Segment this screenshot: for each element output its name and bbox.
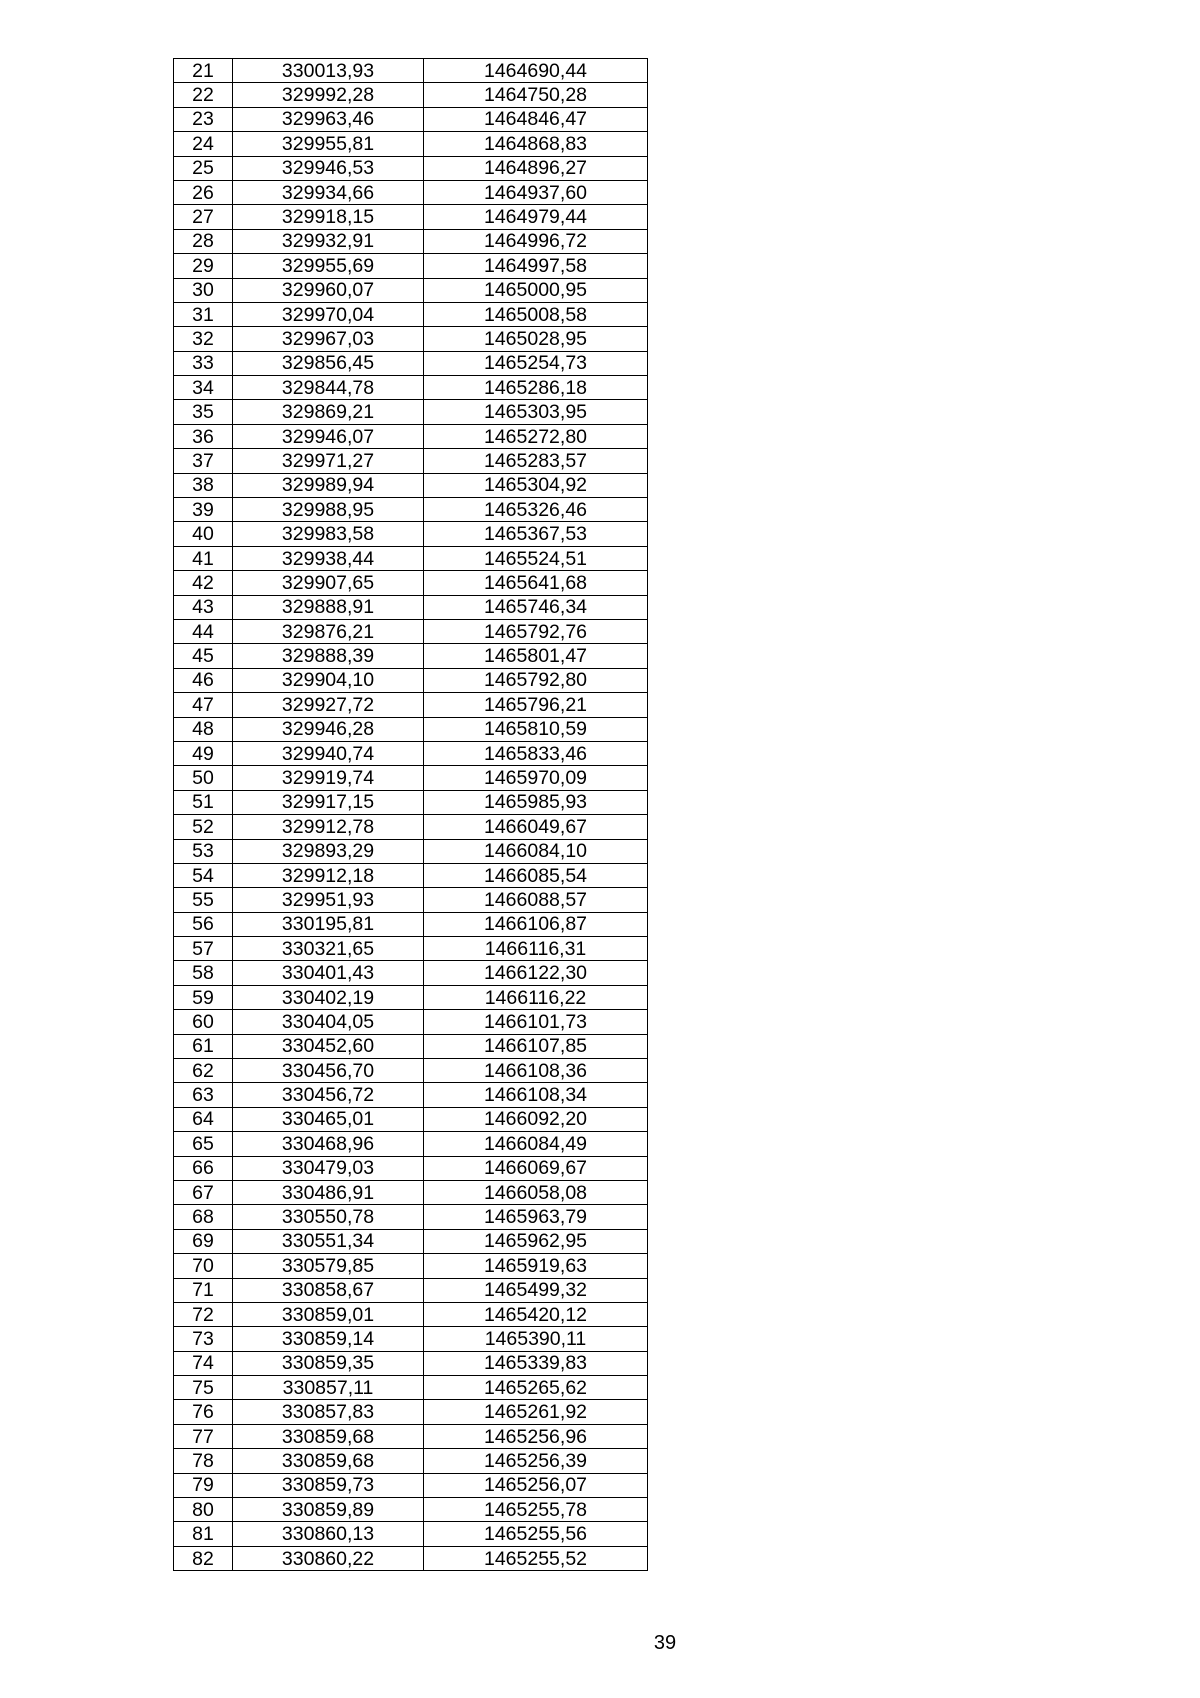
table-row — [174, 327, 648, 351]
x-coordinate-cell: 330579,85 — [233, 1254, 424, 1278]
point-number-cell: 79 — [174, 1473, 233, 1497]
table-row — [174, 815, 648, 839]
y-coordinate-cell: 1464937,60 — [424, 180, 648, 204]
point-number-cell: 44 — [174, 619, 233, 643]
y-coordinate-cell: 1466116,31 — [424, 937, 648, 961]
table-row — [174, 156, 648, 180]
table-row — [174, 1449, 648, 1473]
table-row — [174, 595, 648, 619]
table-row — [174, 449, 648, 473]
x-coordinate-cell: 329856,45 — [233, 351, 424, 375]
x-coordinate-cell: 330550,78 — [233, 1205, 424, 1229]
point-number-cell: 26 — [174, 180, 233, 204]
y-coordinate-cell: 1465420,12 — [424, 1302, 648, 1326]
point-number-cell: 81 — [174, 1522, 233, 1546]
table-row — [174, 1498, 648, 1522]
x-coordinate-cell: 329876,21 — [233, 619, 424, 643]
x-coordinate-cell: 329907,65 — [233, 571, 424, 595]
y-coordinate-cell: 1465970,09 — [424, 766, 648, 790]
y-coordinate-cell: 1465641,68 — [424, 571, 648, 595]
point-number-cell: 71 — [174, 1278, 233, 1302]
table-row — [174, 571, 648, 595]
table-row — [174, 1229, 648, 1253]
table-row — [174, 1424, 648, 1448]
x-coordinate-cell: 329951,93 — [233, 888, 424, 912]
point-number-cell: 30 — [174, 278, 233, 302]
point-number-cell: 29 — [174, 254, 233, 278]
point-number-cell: 50 — [174, 766, 233, 790]
table-row — [174, 302, 648, 326]
x-coordinate-cell: 330402,19 — [233, 985, 424, 1009]
table-row — [174, 668, 648, 692]
y-coordinate-cell: 1465008,58 — [424, 302, 648, 326]
table-row — [174, 1302, 648, 1326]
point-number-cell: 53 — [174, 839, 233, 863]
table-row — [174, 351, 648, 375]
x-coordinate-cell: 330401,43 — [233, 961, 424, 985]
x-coordinate-cell: 330321,65 — [233, 937, 424, 961]
y-coordinate-cell: 1466107,85 — [424, 1034, 648, 1058]
y-coordinate-cell: 1465303,95 — [424, 400, 648, 424]
table-row — [174, 790, 648, 814]
point-number-cell: 24 — [174, 132, 233, 156]
point-number-cell: 52 — [174, 815, 233, 839]
y-coordinate-cell: 1465919,63 — [424, 1254, 648, 1278]
point-number-cell: 42 — [174, 571, 233, 595]
y-coordinate-cell: 1465524,51 — [424, 546, 648, 570]
x-coordinate-cell: 329893,29 — [233, 839, 424, 863]
table-row — [174, 1376, 648, 1400]
x-coordinate-cell: 329934,66 — [233, 180, 424, 204]
table-row — [174, 1156, 648, 1180]
y-coordinate-cell: 1466058,08 — [424, 1180, 648, 1204]
table-row — [174, 644, 648, 668]
table-row — [174, 717, 648, 741]
point-number-cell: 65 — [174, 1132, 233, 1156]
y-coordinate-cell: 1465304,92 — [424, 473, 648, 497]
y-coordinate-cell: 1465962,95 — [424, 1229, 648, 1253]
table-row — [174, 1107, 648, 1131]
x-coordinate-cell: 330857,11 — [233, 1376, 424, 1400]
point-number-cell: 54 — [174, 863, 233, 887]
point-number-cell: 32 — [174, 327, 233, 351]
table-row — [174, 863, 648, 887]
y-coordinate-cell: 1465810,59 — [424, 717, 648, 741]
table-row — [174, 1473, 648, 1497]
table-row — [174, 107, 648, 131]
y-coordinate-cell: 1465265,62 — [424, 1376, 648, 1400]
table-row — [174, 278, 648, 302]
table-row — [174, 498, 648, 522]
y-coordinate-cell: 1464750,28 — [424, 83, 648, 107]
y-coordinate-cell: 1464896,27 — [424, 156, 648, 180]
y-coordinate-cell: 1465796,21 — [424, 693, 648, 717]
point-number-cell: 59 — [174, 985, 233, 1009]
y-coordinate-cell: 1466106,87 — [424, 912, 648, 936]
point-number-cell: 45 — [174, 644, 233, 668]
point-number-cell: 68 — [174, 1205, 233, 1229]
y-coordinate-cell: 1466084,10 — [424, 839, 648, 863]
point-number-cell: 55 — [174, 888, 233, 912]
x-coordinate-cell: 330857,83 — [233, 1400, 424, 1424]
x-coordinate-cell: 330859,68 — [233, 1449, 424, 1473]
x-coordinate-cell: 330859,73 — [233, 1473, 424, 1497]
x-coordinate-cell: 330859,14 — [233, 1327, 424, 1351]
x-coordinate-cell: 330013,93 — [233, 59, 424, 83]
point-number-cell: 58 — [174, 961, 233, 985]
table-row — [174, 1327, 648, 1351]
point-number-cell: 76 — [174, 1400, 233, 1424]
x-coordinate-cell: 329844,78 — [233, 376, 424, 400]
point-number-cell: 57 — [174, 937, 233, 961]
y-coordinate-cell: 1465272,80 — [424, 424, 648, 448]
table-row — [174, 1254, 648, 1278]
point-number-cell: 22 — [174, 83, 233, 107]
point-number-cell: 61 — [174, 1034, 233, 1058]
table-row — [174, 1400, 648, 1424]
x-coordinate-cell: 329904,10 — [233, 668, 424, 692]
x-coordinate-cell: 330860,22 — [233, 1546, 424, 1570]
point-number-cell: 70 — [174, 1254, 233, 1278]
x-coordinate-cell: 330465,01 — [233, 1107, 424, 1131]
x-coordinate-cell: 329927,72 — [233, 693, 424, 717]
table-row — [174, 254, 648, 278]
y-coordinate-cell: 1465254,73 — [424, 351, 648, 375]
point-number-cell: 21 — [174, 59, 233, 83]
x-coordinate-cell: 330468,96 — [233, 1132, 424, 1156]
point-number-cell: 46 — [174, 668, 233, 692]
x-coordinate-cell: 329960,07 — [233, 278, 424, 302]
y-coordinate-cell: 1466084,49 — [424, 1132, 648, 1156]
x-coordinate-cell: 330859,89 — [233, 1498, 424, 1522]
table-row — [174, 424, 648, 448]
table-row — [174, 693, 648, 717]
x-coordinate-cell: 329988,95 — [233, 498, 424, 522]
x-coordinate-cell: 329967,03 — [233, 327, 424, 351]
y-coordinate-cell: 1464997,58 — [424, 254, 648, 278]
page-number: 39 — [653, 1632, 677, 1654]
y-coordinate-cell: 1465499,32 — [424, 1278, 648, 1302]
table-row — [174, 937, 648, 961]
point-number-cell: 47 — [174, 693, 233, 717]
y-coordinate-cell: 1465339,83 — [424, 1351, 648, 1375]
table-row — [174, 619, 648, 643]
y-coordinate-cell: 1464690,44 — [424, 59, 648, 83]
x-coordinate-cell: 330551,34 — [233, 1229, 424, 1253]
table-row — [174, 132, 648, 156]
point-number-cell: 63 — [174, 1083, 233, 1107]
point-number-cell: 33 — [174, 351, 233, 375]
y-coordinate-cell: 1466049,67 — [424, 815, 648, 839]
coordinates-table — [173, 58, 648, 1571]
x-coordinate-cell: 329963,46 — [233, 107, 424, 131]
y-coordinate-cell: 1465746,34 — [424, 595, 648, 619]
x-coordinate-cell: 329917,15 — [233, 790, 424, 814]
y-coordinate-cell: 1465261,92 — [424, 1400, 648, 1424]
x-coordinate-cell: 329888,91 — [233, 595, 424, 619]
y-coordinate-cell: 1465000,95 — [424, 278, 648, 302]
point-number-cell: 37 — [174, 449, 233, 473]
point-number-cell: 62 — [174, 1059, 233, 1083]
x-coordinate-cell: 330486,91 — [233, 1180, 424, 1204]
point-number-cell: 77 — [174, 1424, 233, 1448]
table-row — [174, 1059, 648, 1083]
table-row — [174, 741, 648, 765]
point-number-cell: 40 — [174, 522, 233, 546]
table-row — [174, 546, 648, 570]
x-coordinate-cell: 330858,67 — [233, 1278, 424, 1302]
table-row — [174, 912, 648, 936]
x-coordinate-cell: 329938,44 — [233, 546, 424, 570]
table-row — [174, 522, 648, 546]
y-coordinate-cell: 1466116,22 — [424, 985, 648, 1009]
point-number-cell: 39 — [174, 498, 233, 522]
point-number-cell: 35 — [174, 400, 233, 424]
x-coordinate-cell: 329932,91 — [233, 229, 424, 253]
table-row — [174, 1034, 648, 1058]
x-coordinate-cell: 329869,21 — [233, 400, 424, 424]
x-coordinate-cell: 329888,39 — [233, 644, 424, 668]
point-number-cell: 43 — [174, 595, 233, 619]
y-coordinate-cell: 1466069,67 — [424, 1156, 648, 1180]
x-coordinate-cell: 330456,70 — [233, 1059, 424, 1083]
y-coordinate-cell: 1465985,93 — [424, 790, 648, 814]
table-row — [174, 985, 648, 1009]
table-row — [174, 766, 648, 790]
y-coordinate-cell: 1465255,78 — [424, 1498, 648, 1522]
y-coordinate-cell: 1465286,18 — [424, 376, 648, 400]
y-coordinate-cell: 1464846,47 — [424, 107, 648, 131]
point-number-cell: 72 — [174, 1302, 233, 1326]
x-coordinate-cell: 329940,74 — [233, 741, 424, 765]
table-row — [174, 400, 648, 424]
point-number-cell: 41 — [174, 546, 233, 570]
x-coordinate-cell: 329992,28 — [233, 83, 424, 107]
point-number-cell: 49 — [174, 741, 233, 765]
table-row — [174, 376, 648, 400]
point-number-cell: 73 — [174, 1327, 233, 1351]
table-row — [174, 1010, 648, 1034]
table-row — [174, 1522, 648, 1546]
y-coordinate-cell: 1465028,95 — [424, 327, 648, 351]
x-coordinate-cell: 330859,35 — [233, 1351, 424, 1375]
y-coordinate-cell: 1466092,20 — [424, 1107, 648, 1131]
point-number-cell: 31 — [174, 302, 233, 326]
table-row — [174, 229, 648, 253]
y-coordinate-cell: 1466101,73 — [424, 1010, 648, 1034]
point-number-cell: 27 — [174, 205, 233, 229]
x-coordinate-cell: 329946,07 — [233, 424, 424, 448]
point-number-cell: 67 — [174, 1180, 233, 1204]
point-number-cell: 36 — [174, 424, 233, 448]
table-row — [174, 1083, 648, 1107]
point-number-cell: 74 — [174, 1351, 233, 1375]
point-number-cell: 75 — [174, 1376, 233, 1400]
y-coordinate-cell: 1465256,96 — [424, 1424, 648, 1448]
x-coordinate-cell: 330195,81 — [233, 912, 424, 936]
table-row — [174, 205, 648, 229]
table-row — [174, 1132, 648, 1156]
table-row — [174, 59, 648, 83]
x-coordinate-cell: 330456,72 — [233, 1083, 424, 1107]
y-coordinate-cell: 1464996,72 — [424, 229, 648, 253]
x-coordinate-cell: 329912,18 — [233, 863, 424, 887]
table-row — [174, 1351, 648, 1375]
y-coordinate-cell: 1464979,44 — [424, 205, 648, 229]
point-number-cell: 25 — [174, 156, 233, 180]
table-row — [174, 839, 648, 863]
y-coordinate-cell: 1465255,56 — [424, 1522, 648, 1546]
y-coordinate-cell: 1465256,07 — [424, 1473, 648, 1497]
point-number-cell: 82 — [174, 1546, 233, 1570]
y-coordinate-cell: 1465255,52 — [424, 1546, 648, 1570]
coordinates-table-body — [174, 59, 648, 1571]
x-coordinate-cell: 329955,69 — [233, 254, 424, 278]
y-coordinate-cell: 1466108,34 — [424, 1083, 648, 1107]
y-coordinate-cell: 1466088,57 — [424, 888, 648, 912]
x-coordinate-cell: 329983,58 — [233, 522, 424, 546]
point-number-cell: 60 — [174, 1010, 233, 1034]
table-row — [174, 1205, 648, 1229]
table-row — [174, 961, 648, 985]
x-coordinate-cell: 329918,15 — [233, 205, 424, 229]
point-number-cell: 51 — [174, 790, 233, 814]
point-number-cell: 38 — [174, 473, 233, 497]
y-coordinate-cell: 1466085,54 — [424, 863, 648, 887]
y-coordinate-cell: 1466122,30 — [424, 961, 648, 985]
y-coordinate-cell: 1465256,39 — [424, 1449, 648, 1473]
y-coordinate-cell: 1465833,46 — [424, 741, 648, 765]
table-row — [174, 1180, 648, 1204]
point-number-cell: 56 — [174, 912, 233, 936]
x-coordinate-cell: 329971,27 — [233, 449, 424, 473]
x-coordinate-cell: 329946,28 — [233, 717, 424, 741]
y-coordinate-cell: 1464868,83 — [424, 132, 648, 156]
y-coordinate-cell: 1465367,53 — [424, 522, 648, 546]
point-number-cell: 80 — [174, 1498, 233, 1522]
x-coordinate-cell: 330404,05 — [233, 1010, 424, 1034]
x-coordinate-cell: 330859,68 — [233, 1424, 424, 1448]
x-coordinate-cell: 330479,03 — [233, 1156, 424, 1180]
table-row — [174, 1546, 648, 1570]
x-coordinate-cell: 329919,74 — [233, 766, 424, 790]
point-number-cell: 69 — [174, 1229, 233, 1253]
table-row — [174, 83, 648, 107]
point-number-cell: 34 — [174, 376, 233, 400]
y-coordinate-cell: 1465963,79 — [424, 1205, 648, 1229]
point-number-cell: 23 — [174, 107, 233, 131]
x-coordinate-cell: 329955,81 — [233, 132, 424, 156]
point-number-cell: 78 — [174, 1449, 233, 1473]
x-coordinate-cell: 330452,60 — [233, 1034, 424, 1058]
point-number-cell: 66 — [174, 1156, 233, 1180]
x-coordinate-cell: 329912,78 — [233, 815, 424, 839]
y-coordinate-cell: 1465801,47 — [424, 644, 648, 668]
point-number-cell: 28 — [174, 229, 233, 253]
table-row — [174, 473, 648, 497]
x-coordinate-cell: 329970,04 — [233, 302, 424, 326]
point-number-cell: 48 — [174, 717, 233, 741]
x-coordinate-cell: 330859,01 — [233, 1302, 424, 1326]
y-coordinate-cell: 1465390,11 — [424, 1327, 648, 1351]
table-row — [174, 888, 648, 912]
point-number-cell: 64 — [174, 1107, 233, 1131]
y-coordinate-cell: 1466108,36 — [424, 1059, 648, 1083]
y-coordinate-cell: 1465326,46 — [424, 498, 648, 522]
x-coordinate-cell: 329946,53 — [233, 156, 424, 180]
table-row — [174, 180, 648, 204]
x-coordinate-cell: 330860,13 — [233, 1522, 424, 1546]
x-coordinate-cell: 329989,94 — [233, 473, 424, 497]
y-coordinate-cell: 1465792,80 — [424, 668, 648, 692]
y-coordinate-cell: 1465792,76 — [424, 619, 648, 643]
table-row — [174, 1278, 648, 1302]
y-coordinate-cell: 1465283,57 — [424, 449, 648, 473]
